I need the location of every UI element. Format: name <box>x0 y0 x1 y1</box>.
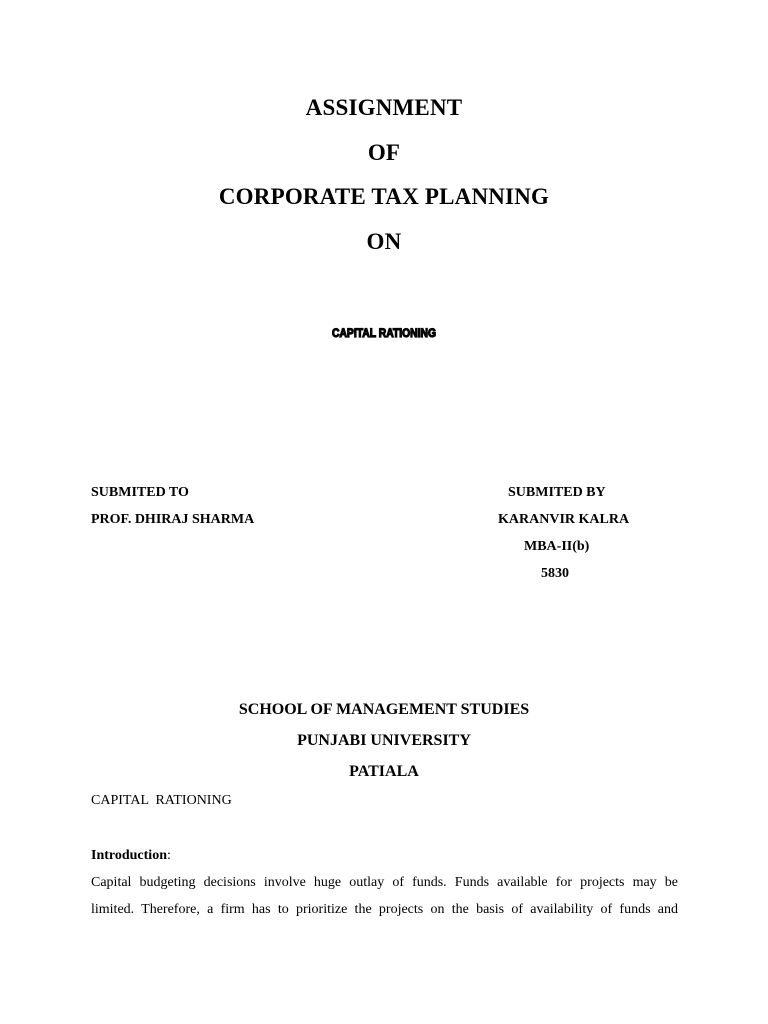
submitted-by-label: SUBMITED BY <box>508 485 606 500</box>
submitted-to-name: PROF. DHIRAJ SHARMA <box>91 512 255 527</box>
intro-paragraph <box>91 869 678 923</box>
title-subject: CORPORATE TAX PLANNING <box>218 184 550 209</box>
university-name: PUNJABI UNIVERSITY <box>297 732 471 749</box>
paragraph-line: Capital budgeting decisions involve huge outlay of funds. Funds available for projects may be <box>91 875 678 890</box>
city-name: PATIALA <box>349 763 419 780</box>
submitted-by-class: MBA-II(b) <box>524 539 590 554</box>
title-on: ON <box>366 229 402 254</box>
title-of: OF <box>367 140 401 165</box>
paragraph-line: limited. Therefore, a firm has to prioritize the projects on the basis of availability of funds and <box>91 902 678 917</box>
title-assignment: ASSIGNMENT <box>305 95 463 120</box>
wordart-topic <box>330 322 438 342</box>
school-name: SCHOOL OF MANAGEMENT STUDIES <box>238 701 530 718</box>
intro-heading <box>91 848 171 864</box>
intro-label: Introduction <box>91 848 167 863</box>
intro-colon: : <box>166 848 171 863</box>
wordart-text: CAPITAL RATIONING <box>332 326 436 340</box>
submitted-by-name: KARANVIR KALRA <box>498 512 630 527</box>
submitted-by-roll: 5830 <box>541 566 569 581</box>
submitted-to-label: SUBMITED TO <box>91 485 189 500</box>
section-heading: CAPITAL RATIONING <box>91 793 232 808</box>
